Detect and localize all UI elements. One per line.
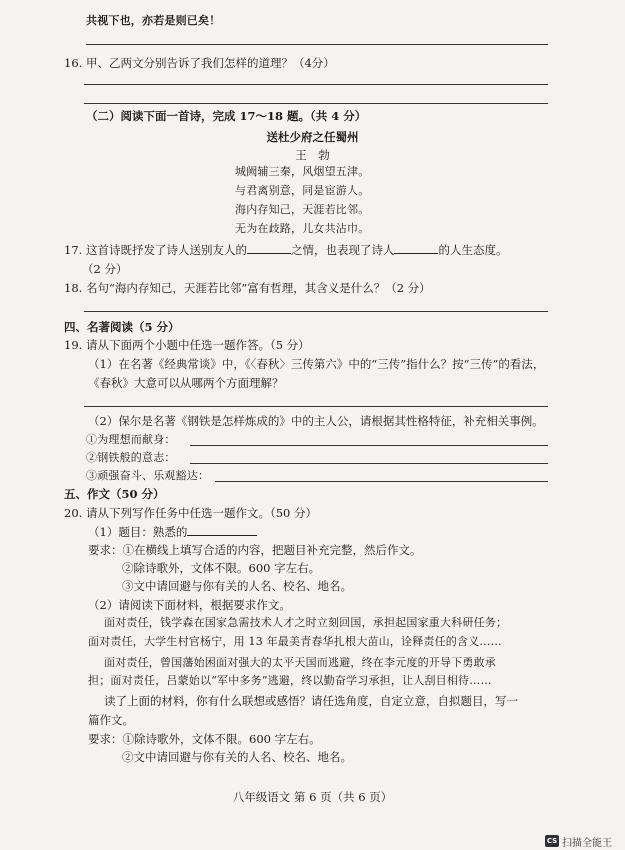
poem-line: 城阙辅三秦，风烟望五津。 bbox=[235, 165, 370, 178]
q17-points: （2 分） bbox=[82, 262, 128, 276]
trait-2: ②钢铁般的意志： bbox=[86, 451, 176, 464]
section4-heading: 四、名著阅读（5 分） bbox=[64, 320, 180, 334]
section2-heading: （二）阅读下面一首诗，完成 17～18 题。（共 4 分） bbox=[86, 109, 367, 123]
answer-line bbox=[84, 103, 548, 104]
answer-line bbox=[190, 463, 548, 464]
answer-line bbox=[84, 406, 548, 407]
poem-line: 无为在歧路，儿女共沾巾。 bbox=[235, 222, 370, 235]
answer-line bbox=[84, 311, 548, 312]
q17-part2: 之情，也表现了诗人 bbox=[290, 243, 395, 257]
answer-line bbox=[86, 44, 548, 45]
top-line: 共视下也，亦若是则已矣！ bbox=[86, 14, 221, 27]
answer-line bbox=[84, 84, 548, 85]
task2-req-label: 要求： bbox=[88, 732, 123, 746]
camscanner-icon: CS bbox=[546, 837, 558, 845]
q17-blank-1[interactable] bbox=[247, 253, 291, 254]
task2-title: （2）请阅读下面材料，根据要求作文。 bbox=[88, 598, 291, 612]
task2-req-1: ①除诗歌外，文体不限。600 字左右。 bbox=[122, 732, 321, 746]
task1-title-blank[interactable] bbox=[187, 535, 257, 536]
trait-3: ③顽强奋斗、乐观豁达： bbox=[86, 469, 210, 482]
scanner-badge-label: 扫描全能王 bbox=[562, 837, 612, 849]
task1-req-2: ②除诗歌外，文体不限。600 字左右。 bbox=[122, 561, 321, 575]
scanner-badge bbox=[545, 834, 612, 848]
prompt-line1: 读了上面的材料，你有什么联想或感悟？请任选角度，自定立意，自拟题目，写一 bbox=[104, 694, 518, 708]
q17-part1: 17. 这首诗既抒发了诗人送别友人的 bbox=[64, 243, 247, 257]
poem-author: 王 勃 bbox=[295, 148, 330, 162]
material-line: 面对责任，钱学森在国家急需技术人才之时立刻回国，承担起国家重大科研任务； bbox=[104, 616, 508, 629]
material-line: 面对责任，曾国藩始困面对强大的太平天国而逃避，终在李元度的开导下勇敢承 bbox=[104, 656, 496, 669]
question-16: 16. 甲、乙两文分别告诉了我们怎样的道理？（4分） bbox=[64, 56, 335, 70]
task1-requirements bbox=[88, 543, 422, 557]
trait-1: ①为理想而献身： bbox=[86, 433, 176, 446]
question-20: 20. 请从下列写作任务中任选一题作文。（50 分） bbox=[64, 506, 317, 520]
poem-line: 与君离别意，同是宦游人。 bbox=[235, 184, 370, 197]
prompt-line2: 篇作文。 bbox=[88, 713, 134, 727]
q17-part3: 的人生态度。 bbox=[438, 243, 508, 257]
answer-line bbox=[190, 445, 548, 446]
q19-option2: （2）保尔是名著《钢铁是怎样炼成的》中的主人公，请根据其性格特征，补充相关事例。 bbox=[88, 414, 544, 428]
task1-req-1: ①在横线上填写合适的内容，把题目补充完整，然后作文。 bbox=[122, 543, 422, 557]
q19-option1-line1: （1）在名著《经典常谈》中，《〈春秋〉三传第六》中的“三传”指什么？按“三传”的看法， bbox=[88, 357, 545, 371]
answer-line bbox=[215, 481, 548, 482]
question-17 bbox=[64, 243, 507, 257]
question-19: 19. 请从下面两个小题中任选一题作答。（5 分） bbox=[64, 338, 310, 352]
material-line: 担；面对责任，吕蒙始以“军中多务”逃避，终以勤奋学习承担，让人刮目相待…… bbox=[88, 674, 492, 687]
poem-line: 海内存知己，天涯若比邻。 bbox=[235, 203, 370, 216]
page-footer: 八年级语文 第 6 页（共 6 页） bbox=[232, 790, 393, 804]
q17-blank-2[interactable] bbox=[394, 253, 438, 254]
q19-option1-line2: 《春秋》大意可以从哪两个方面理解？ bbox=[88, 376, 284, 390]
task1-title-text: （1）题目：熟悉的 bbox=[88, 525, 188, 539]
task2-req-2: ②文中请回避与你有关的人名、校名、地名。 bbox=[122, 750, 352, 764]
task1-req-label: 要求： bbox=[88, 543, 123, 557]
task2-requirements bbox=[88, 732, 321, 746]
section5-heading: 五、作文（50 分） bbox=[64, 487, 165, 501]
material-line: 面对责任，大学生村官杨宁，用 13 年最美青春华扎根大苗山，诠释责任的含义…… bbox=[88, 635, 502, 648]
question-18: 18. 名句“海内存知己，天涯若比邻”富有哲理，其含义是什么？（2 分） bbox=[64, 281, 431, 295]
task1-title bbox=[88, 525, 257, 539]
poem-title: 送杜少府之任蜀州 bbox=[266, 130, 359, 144]
task1-req-3: ③文中请回避与你有关的人名、校名、地名。 bbox=[122, 579, 352, 593]
